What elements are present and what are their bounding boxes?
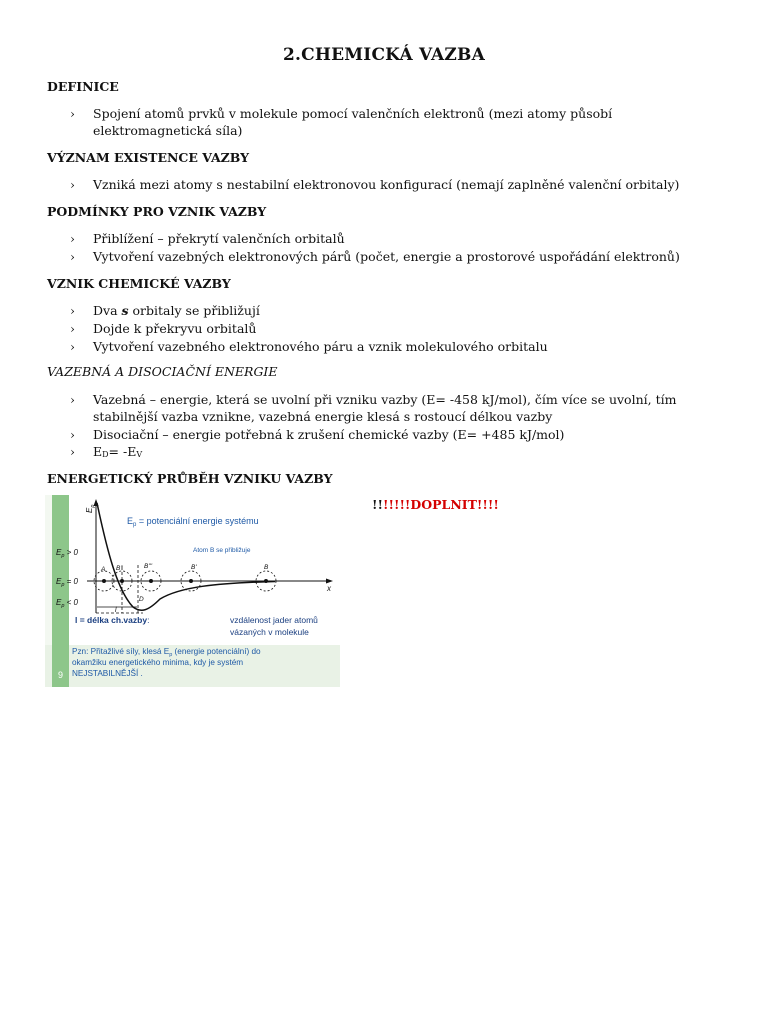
list-item-text: Spojení atomů prvků v molekule pomocí valenčních elektronů (mezi atomy působí elektromagnetická síla) <box>93 106 613 138</box>
list-item-text: Vytvoření vazebných elektronových párů (počet, energie a prostorové uspořádání elektronů) <box>93 249 680 264</box>
note-line-3: NEJSTABILNĚJŠÍ . <box>72 669 143 678</box>
list-item <box>70 426 720 443</box>
list-item <box>70 338 720 355</box>
bullet-marker: › <box>70 321 75 336</box>
label-distance-line1: vzdálenost jader atomů <box>230 615 318 625</box>
list-item <box>70 176 720 193</box>
y-axis-label: $E_p$ <box>85 504 96 513</box>
heading-energie: VAZEBNÁ A DISOCIAČNÍ ENERGIE <box>47 364 278 379</box>
todo-note-text: !!!!!DOPLNIT!!!! <box>382 497 499 512</box>
bullet-marker: › <box>70 427 75 442</box>
label-b2: B'' <box>116 565 123 572</box>
label-d: D <box>139 596 144 603</box>
list-item <box>70 443 720 463</box>
label-distance-line2: vázaných v molekule <box>230 627 309 637</box>
note-line-1: Pzn: Přitažlivé síly, klesá $E_p$ (energie potenciální) do <box>72 647 261 658</box>
label-a: A <box>101 566 106 573</box>
bullet-marker: › <box>70 392 75 407</box>
legend-potential-energy: $E_p$ = potenciální energie systému <box>127 516 259 528</box>
label-b1: B' <box>191 564 197 571</box>
label-bond-length: l = délka ch.vazby: <box>75 615 150 625</box>
formula-subscript: D <box>102 450 109 459</box>
atom-b-nucleus <box>264 579 268 583</box>
formula-subscript: V <box>136 450 143 459</box>
todo-note-prefix: !! <box>372 497 383 512</box>
list-item-text: Dojde k překryvu orbitalů <box>93 321 257 336</box>
list-item <box>70 105 720 139</box>
label-b: B <box>264 564 269 571</box>
heading-vznik: VZNIK CHEMICKÉ VAZBY <box>47 276 231 291</box>
label-l: l <box>115 607 117 614</box>
slide-number: 9 <box>57 670 64 680</box>
formula-part: E <box>93 444 103 459</box>
list-item <box>70 248 720 265</box>
bullet-marker: › <box>70 444 75 459</box>
label-ep-positive: $E_p > 0$ <box>56 548 78 559</box>
bullet-marker: › <box>70 303 75 318</box>
heading-definice: DEFINICE <box>47 79 119 94</box>
label-atom-approaching: Atom B se přibližuje <box>193 547 251 554</box>
s-orbital-symbol: s <box>121 303 129 318</box>
list-item-text: Vytvoření vazebného elektronového páru a vznik molekulového orbitalu <box>93 339 548 354</box>
x-axis-label: x <box>327 584 331 593</box>
text-part: orbitaly se přibližují <box>128 303 260 318</box>
energy-formula <box>93 443 720 463</box>
bullet-marker: › <box>70 249 75 264</box>
bullet-marker: › <box>70 231 75 246</box>
list-item-text: Přiblížení – překrytí valenčních orbitalů <box>93 231 345 246</box>
energy-diagram <box>45 495 340 687</box>
bullet-marker: › <box>70 339 75 354</box>
list-item <box>70 302 720 319</box>
slide-green-bar <box>52 495 69 687</box>
heading-vyznam: VÝZNAM EXISTENCE VAZBY <box>47 150 250 165</box>
atom-a-nucleus <box>102 579 106 583</box>
label-ep-zero: $E_p = 0$ <box>56 577 78 588</box>
label-ep-negative: $E_p < 0$ <box>56 598 78 609</box>
figure-left-margin <box>45 495 53 645</box>
heading-podminky: PODMÍNKY PRO VZNIK VAZBY <box>47 204 267 219</box>
text-part: Dva <box>93 303 122 318</box>
list-item-text: Vazebná – energie, která se uvolní při vzniku vazby (E= -458 kJ/mol), čím více se uvolní, tím stabilnější vazba vznikne, vazebná energie klesá s rostoucí délkou vazby <box>93 392 677 424</box>
bullet-marker: › <box>70 177 75 192</box>
list-item <box>70 320 720 337</box>
list-item-text <box>93 302 720 319</box>
atom-b1-nucleus <box>189 579 193 583</box>
list-item <box>70 391 720 425</box>
bullet-marker: › <box>70 106 75 121</box>
formula-part: = -E <box>108 444 137 459</box>
page-title: 2.CHEMICKÁ VAZBA <box>282 45 486 65</box>
heading-prubeh: ENERGETICKÝ PRŮBĚH VZNIKU VAZBY <box>47 471 333 486</box>
list-item-text: Vzniká mezi atomy s nestabilní elektronovou konfigurací (nemají zaplněné valenční orbitaly) <box>93 177 680 192</box>
label-b3: B''' <box>144 563 153 570</box>
list-item <box>70 230 720 247</box>
atom-b3-nucleus <box>149 579 153 583</box>
todo-note <box>372 497 499 512</box>
list-item-text: Disociační – energie potřebná k zrušení chemické vazby (E= +485 kJ/mol) <box>93 427 565 442</box>
atom-b2-nucleus <box>120 579 124 583</box>
note-line-2: okamžiku energetického minima, kdy je systém <box>72 658 244 667</box>
